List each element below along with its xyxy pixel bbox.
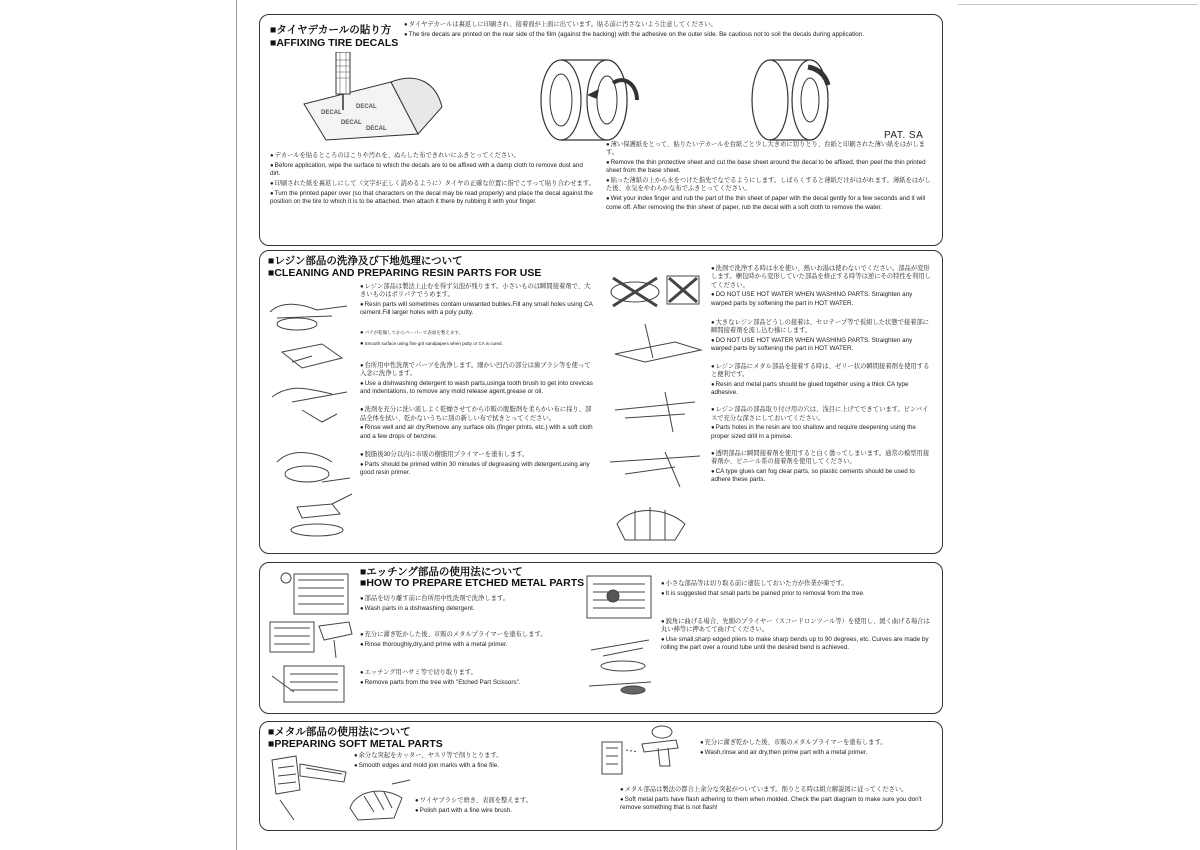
m-l1-jp: ● 余分な突起をカッター、ヤスリ等で削りとります。 [354, 752, 574, 760]
section-title-jp: ■タイヤデカールの貼り方 [270, 24, 392, 36]
etched-fret-illustration [583, 570, 657, 700]
m-r1-en: ● Wash,rinse and air dry,then prime part with a metal primer. [700, 749, 932, 757]
metal-steps-left-a [354, 752, 574, 772]
m-r1-jp: ● 充分に濯ぎ乾かした後、市販のメタルプライマーを塗布します。 [700, 739, 932, 747]
left1-jp: ● デカールを貼るところのほこりや汚れを、ぬらした布できれいにふきとってください。 [270, 152, 595, 160]
e-l2-en: ● Rinse thoroughly,dry,and prime with a metal primer. [360, 641, 590, 649]
tire-illustration-2 [748, 55, 838, 145]
metal-steps-right-b [620, 786, 932, 814]
r4-jp: ● レジン部品の部品取り付け用の穴は、浅目に上げてできています。ピンバイスで充分な深さにしておいてください。 [711, 406, 933, 423]
metal-steps-right-a [700, 739, 932, 759]
r5-en: ● CA type glues can fog clear parts, so plastic cements should be used to adhere these parts. [711, 468, 933, 485]
r1-en: ● DO NOT USE HOT WATER WHEN WASHING PARTS. Straighten any warped parts by softening the part in HOT WATER. [711, 291, 933, 308]
metal-steps-left-b [415, 797, 595, 817]
metal-file-illustration [266, 750, 350, 824]
e-l1-jp: ● 部品を切り離す前に台所用中性洗剤で洗浄します。 [360, 595, 590, 603]
pat-label: PAT. SA [884, 130, 924, 141]
r1-jp: ● 洗剤で洗浄する時は水を使い、熱いお湯は使わないでください。部品が変形します。梱包時から変形していた部品を修正する時等は逆にその特性を利用してください。 [711, 265, 933, 290]
e-l1-en: ● Wash parts in a dishwashing detergent. [360, 605, 590, 613]
r3-jp: ● レジン部品にメタル部品を接着する時は、ゼリー状の瞬間接着剤を使用すると便利です。 [711, 363, 933, 380]
e-r1-jp: ● 小さな部品等は切り取る前に塗装しておいた方が作業が楽です。 [661, 580, 933, 588]
right2-en: ● Wet your index finger and rub the part of the thin sheet of paper with the decal gently for a few seconds and it will come off. After removing the thin sheet of paper, rub the decal with a soft cloth to remove the water. [606, 195, 931, 212]
e-r1-en: ● It is suggested that small parts be pained prior to removal from the tree. [661, 590, 933, 598]
left2-en: ● Turn the printed paper over (so that characters on the decal may be read properly) and place the decal against the position on the tire to which it is to be attached, then attach it there by rubbing it with your finger. [270, 190, 595, 207]
tire-illustration-1 [537, 55, 647, 145]
etched-tools-illustration [264, 566, 356, 708]
page-margin-line [236, 0, 237, 850]
resin-tools-illustration [262, 282, 358, 544]
l4-en: ● Rinse well and air dry.Remove any surface oils (finger prints, etc.) with a soft cloth and a few drops of benzine. [360, 424, 593, 441]
m-l2-en: ● Polish part with a fine wire brush. [415, 807, 595, 815]
spray-primer-illustration [598, 724, 698, 780]
decal-sheet-illustration [296, 52, 444, 142]
m-l1-en: ● Smooth edges and mold join marks with a fine file. [354, 762, 574, 770]
intro-en: ● The tire decals are printed on the rear side of the film (against the backing) with the adhesive on the outer side. Be cautious not to soil the decals during application. [404, 31, 934, 39]
e-l3-en: ● Remove parts from the tree with "Etched Part Scissors". [360, 679, 590, 687]
r5-jp: ● 透明部品に瞬間接着剤を使用すると白く曇ってしまいます。通常の模型用接着剤か、ビニール系の接着剤を使用してください。 [711, 450, 933, 467]
e-r2-jp: ● 鋭角に曲げる場合、先細のプライヤー（スコードロンツール等）を使用し、緩く曲げる場合は丸い棒等に押あてて曲げてください。 [661, 618, 933, 635]
right1-jp: ● 薄い保護紙をとって、貼りたいデカールを台紙ごと少し大きめに切りとり、台紙と印刷された薄い紙をはがします。 [606, 141, 931, 158]
l4-jp: ● 洗剤を充分に洗い流しよく乾燥させてから市販の脱脂剤を柔らかい布に採り、部品全体を拭い、乾かないうちに別の新しい布で拭きとってください。 [360, 406, 593, 423]
svg-text:DECAL: DECAL [366, 126, 387, 132]
intro-text [404, 21, 934, 41]
wire-brush-illustration [344, 778, 414, 824]
section-title-jp: ■レジン部品の洗浄及び下地処理について [268, 255, 463, 267]
svg-text:DECAL: DECAL [341, 120, 362, 126]
section-title-en: ■CLEANING AND PREPARING RESIN PARTS FOR USE [268, 267, 542, 279]
l2-jp: ● パテが乾燥してからペーパーで表面を整えます。 [360, 330, 593, 336]
resin-steps-left [360, 283, 593, 479]
section-title-en: ■AFFIXING TIRE DECALS [270, 37, 399, 49]
l5-en: ● Parts should be primed within 30 minutes of degreasing with detergent,using any good resin primer. [360, 461, 593, 478]
etched-steps-left [360, 595, 590, 689]
l5-jp: ● 脱脂後30分以内に市販の樹脂用プライマーを塗布します。 [360, 451, 593, 459]
section-title-en: ■PREPARING SOFT METAL PARTS [268, 738, 443, 750]
section-title-jp: ■エッチング部品の使用法について [360, 566, 523, 578]
e-l2-jp: ● 充分に濯ぎ乾かした後、市販のメタルプライマーを塗布します。 [360, 631, 590, 639]
resin-tips-illustration [605, 262, 709, 548]
decal-steps-right [606, 141, 931, 213]
section-title-en: ■HOW TO PREPARE ETCHED METAL PARTS [360, 577, 585, 589]
e-r2-en: ● Use small,sharp edged pliers to make sharp bends up to 90 degrees, etc. Curves are made by rolling the part over a round tube until the desired bend is achieved. [661, 636, 933, 653]
l1-jp: ● レジン部品は製法上止むを得ず気泡が残ります。小さいものは瞬間接着剤で、大きいものはポリパテでうめます。 [360, 283, 593, 300]
l3-en: ● Use a dishwashing detergent to wash parts,usinga tooth brush to get into crevicas and indentations, to remove any mold release agent,grease or oil. [360, 380, 593, 397]
m-r2-en: ● Soft metal parts have flash adhering to them when molded. Check the part diagram to make sure you don't remove something that is not flash! [620, 796, 932, 813]
l2-en: ● Smooth surface using fine grit sandpapers when putty or CA is cured. [360, 341, 593, 347]
left1-en: ● Before application, wipe the surface to which the decals are to be affixed with a damp cloth to remove dust and dirt. [270, 162, 595, 179]
section-title-jp: ■メタル部品の使用法について [268, 726, 411, 738]
decal-steps-left [270, 152, 595, 208]
r2-en: ● DO NOT USE HOT WATER WHEN WASHING PARTS. Straighten any warped parts by softening the part in HOT WATER. [711, 337, 933, 354]
right2-jp: ● 貼った薄紙の上から水をつけた指先でなでるようにします。しばらくすると薄紙だけがはがれます。薄紙をはがした後、水気をやわらかな布でふきとってください。 [606, 177, 931, 194]
intro-jp: ● タイヤデカールは裏返しに印刷され、接着面が上面に出ています。貼る前に汚さないよう注意してください。 [404, 21, 934, 29]
l1-en: ● Resin parts will sometimes contain unwanted bubles.Fill any small holes using CA cement.Fill larger holes with a poly putty. [360, 301, 593, 318]
m-l2-jp: ● ワイヤブラシで磨き、表面を整えます。 [415, 797, 595, 805]
right1-en: ● Remove the thin protective sheet and cut the base sheet around the decal to be affixed, then peel the thin printed sheet from the base sheet. [606, 159, 931, 176]
left2-jp: ● 印刷された紙を裏返しにして（文字が正しく読めるように）タイヤの正確な位置に指でこすって貼り合わせます。 [270, 180, 595, 188]
svg-text:DECAL: DECAL [356, 104, 377, 110]
r3-en: ● Resin and metal parts should be glued together using a thick CA type adhesive. [711, 381, 933, 398]
top-rule [958, 4, 1198, 5]
svg-text:DECAL: DECAL [321, 110, 342, 116]
r2-jp: ● 大きなレジン部品どうしの接着は、セロテープ等で仮組した状態で接着部に瞬間接着剤を流し込む様にします。 [711, 319, 933, 336]
resin-steps-right [711, 265, 933, 486]
e-l3-jp: ● エッチング用ハサミ等で切り取ります。 [360, 669, 590, 677]
l3-jp: ● 台所用中性洗剤でパーツを洗浄します。細かい凹凸の部分は歯ブラシ等を使って入念に洗浄します。 [360, 362, 593, 379]
r4-en: ● Parts holes in the resin are too shallow and require deepening using the proper sized drill in a pinvise. [711, 424, 933, 441]
etched-steps-right [661, 580, 933, 654]
m-r2-jp: ● メタル部品は製法の都合上余分な突起がついています。削りとる時は組立解説図に従ってください。 [620, 786, 932, 794]
